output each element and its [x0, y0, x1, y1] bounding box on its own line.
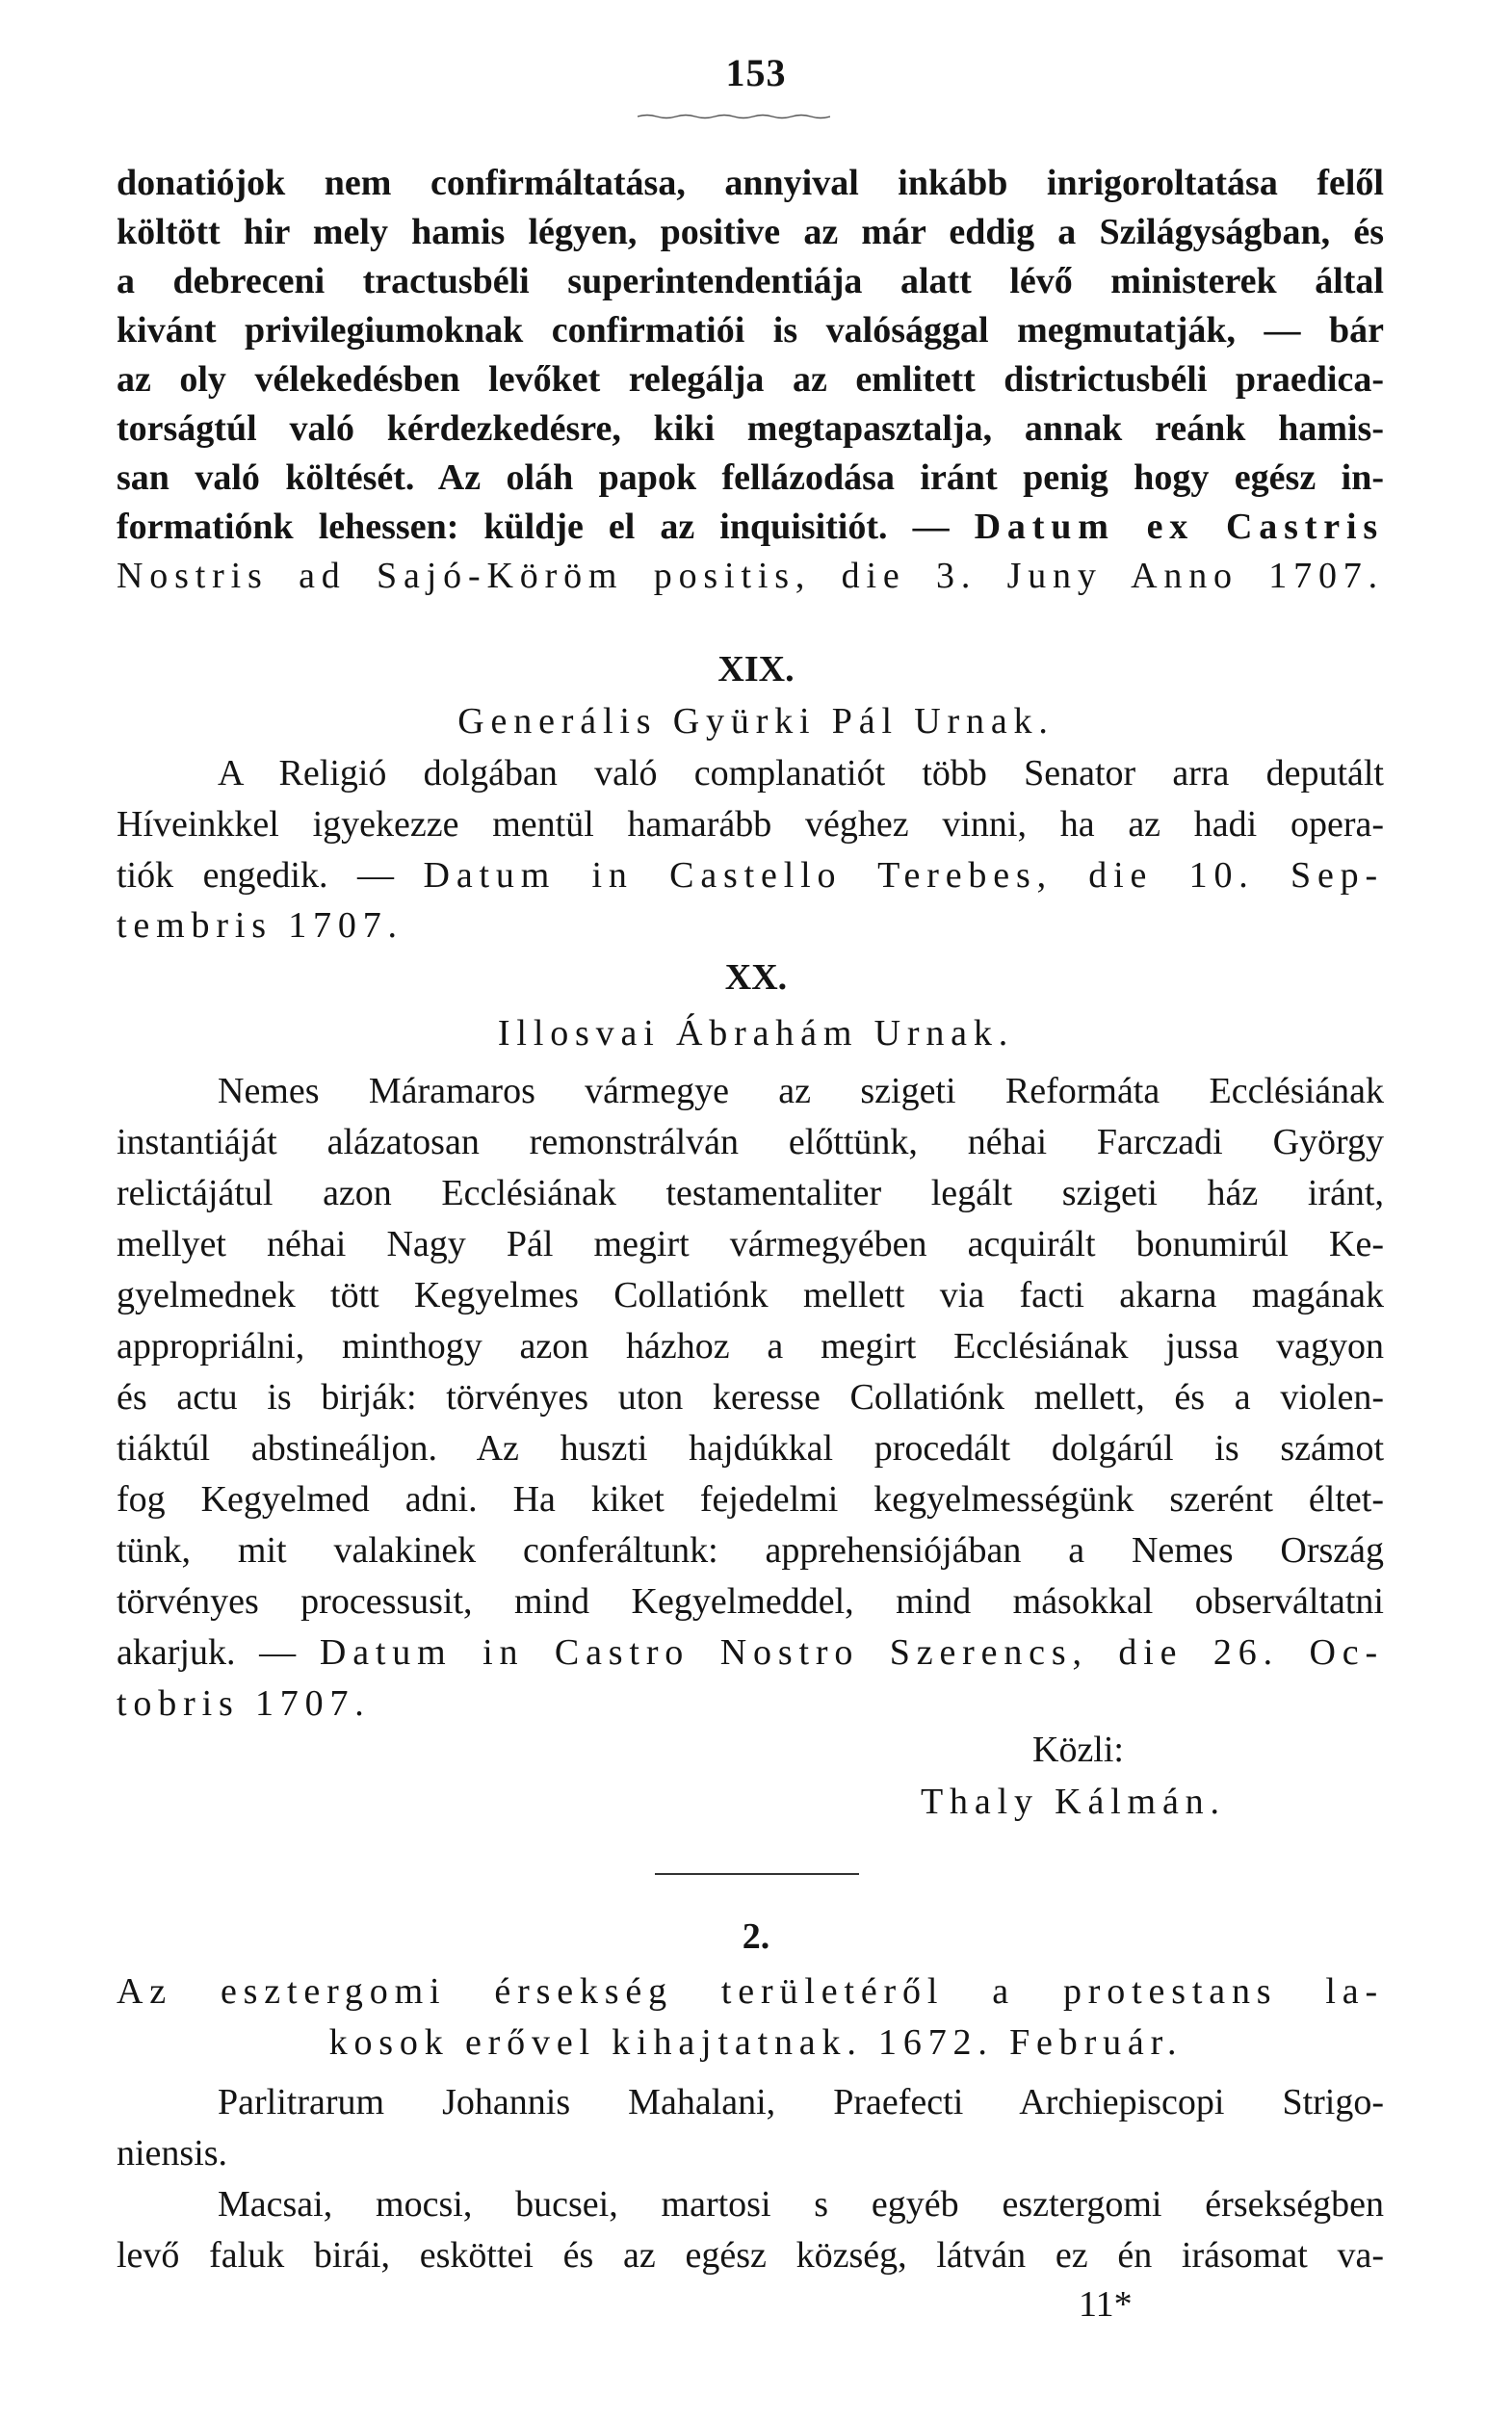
- text-line: torságtúl való kérdezkedésre, kiki megtapasztalja, annak reánk hamis-: [117, 408, 1384, 449]
- text-line: és actu is birják: törvényes uton keresse Collatiónk mellett, és a violen-: [117, 1377, 1384, 1418]
- date-line: tobris 1707.: [117, 1683, 371, 1724]
- date-line: Nostris ad Sajó-Köröm positis, die 3. Juny Anno 1707.: [117, 556, 1384, 596]
- text-line: appropriálni, minthogy azon házhoz a megirt Ecclésiának jussa vagyon: [117, 1326, 1384, 1367]
- text-span: formatiónk lehessen: küldje el az inquisitiót. —: [117, 507, 950, 547]
- text-span: tiók engedik. —: [117, 855, 394, 896]
- section-divider: [655, 1873, 859, 1875]
- page-number-ornament: [638, 114, 830, 119]
- text-line: Parlitrarum Johannis Mahalani, Praefecti Archiepiscopi Strigo-: [218, 2082, 1384, 2122]
- date-line: Datum in Castello Terebes, die 10. Sep-: [423, 855, 1385, 896]
- text-line: [117, 1630, 1384, 1675]
- signature-mark: 11*: [1079, 2284, 1133, 2325]
- text-line: a debreceni tractusbéli superintendentiája alatt lévő ministerek által: [117, 261, 1384, 301]
- text-line: donatiójok nem confirmáltatása, annyival inkább inrigoroltatása felől: [117, 163, 1384, 203]
- text-line: gyelmednek tött Kegyelmes Collatiónk mellett via facti akarna magának: [117, 1275, 1384, 1315]
- text-line: san való költését. Az oláh papok fellázodása iránt penig hogy egész in-: [117, 457, 1384, 498]
- text-line: relictájátul azon Ecclésiának testamentaliter legált szigeti ház iránt,: [117, 1173, 1384, 1213]
- date-line: Datum in Castro Nostro Szerencs, die 26. Oc-: [319, 1632, 1384, 1673]
- text-line: költött hir mely hamis légyen, positive az már eddig a Szilágyságban, és: [117, 212, 1384, 252]
- letter-addressee: Illosvai Ábrahám Urnak.: [497, 1013, 1015, 1054]
- section-number: 2.: [742, 1916, 770, 1957]
- letter-number: XIX.: [717, 649, 795, 690]
- text-line: [117, 853, 1384, 898]
- text-line: mellyet néhai Nagy Pál megirt vármegyében acquirált bonumirúl Ke-: [117, 1224, 1384, 1264]
- text-line: Macsai, mocsi, bucsei, martosi s egyéb esztergomi érsekségben: [218, 2184, 1384, 2225]
- section-title: Az esztergomi érsekség területéről a protestans la-: [117, 1971, 1384, 2012]
- communicated-label: Közli:: [1032, 1730, 1124, 1770]
- date-line: Datum ex Castris: [974, 507, 1384, 547]
- text-line: törvényes processusit, mind Kegyelmeddel, mind másokkal observáltatni: [117, 1581, 1384, 1622]
- text-line: tiáktúl abstineáljon. Az huszti hajdúkkal procedált dolgárúl is számot: [117, 1428, 1384, 1469]
- text-line: A Religió dolgában való complanatiót több Senator arra deputált: [218, 753, 1384, 794]
- text-line: [117, 505, 1384, 549]
- text-line: instantiáját alázatosan remonstrálván előttünk, néhai Farczadi György: [117, 1122, 1384, 1162]
- text-line: Híveinkkel igyekezze mentül hamarább véghez vinni, ha az hadi opera-: [117, 804, 1384, 845]
- text-line: tünk, mit valakinek conferáltunk: apprehensiójában a Nemes Ország: [117, 1530, 1384, 1571]
- section-title: kosok erővel kihajtatnak. 1672. Február.: [328, 2022, 1184, 2063]
- text-line: az oly vélekedésben levőket relegálja az emlitett districtusbéli praedica-: [117, 359, 1384, 400]
- text-line: fog Kegyelmed adni. Ha kiket fejedelmi kegyelmességünk szerént éltet-: [117, 1479, 1384, 1520]
- text-line: niensis.: [117, 2133, 228, 2174]
- text-span: akarjuk. —: [117, 1632, 297, 1673]
- letter-number: XX.: [724, 957, 788, 998]
- date-line: tembris 1707.: [117, 905, 404, 946]
- text-line: kivánt privilegiumoknak confirmatiói is valósággal megmutatják, — bár: [117, 310, 1384, 351]
- communicator-name: Thaly Kálmán.: [921, 1782, 1226, 1822]
- page-number: 153: [725, 51, 787, 94]
- text-line: levő faluk birái, esköttei és az egész község, látván ez én irásomat va-: [117, 2235, 1384, 2276]
- text-line: Nemes Máramaros vármegye az szigeti Reformáta Ecclésiának: [218, 1071, 1384, 1111]
- letter-addressee: Generális Gyürki Pál Urnak.: [457, 701, 1055, 742]
